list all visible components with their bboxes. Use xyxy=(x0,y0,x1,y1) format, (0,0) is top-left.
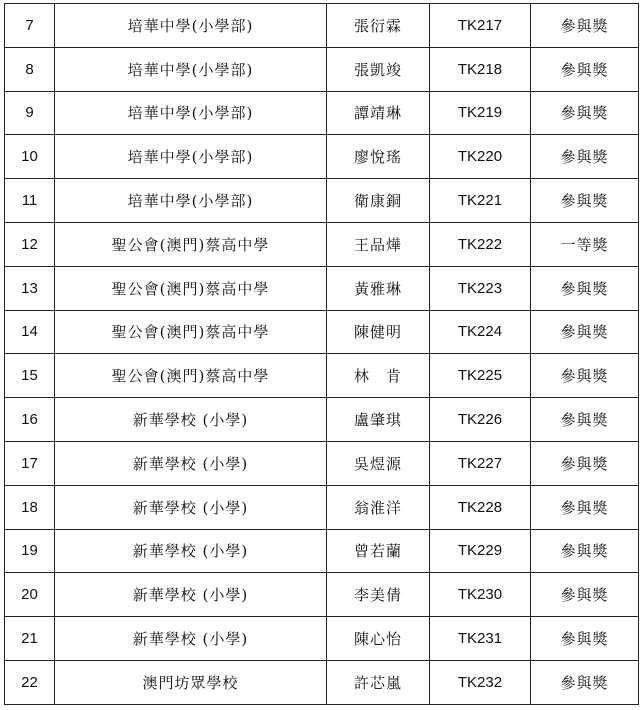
award-cell: 參與獎 xyxy=(531,91,639,135)
award-cell: 參與獎 xyxy=(531,135,639,179)
table-row xyxy=(5,47,639,91)
student-name-cell: 李美倩 xyxy=(327,573,430,617)
row-number-cell: 15 xyxy=(5,354,55,398)
student-name-cell: 吳煜源 xyxy=(327,441,430,485)
entry-code-cell: TK220 xyxy=(430,135,531,179)
entry-code-cell: TK227 xyxy=(430,441,531,485)
entry-code-cell: TK221 xyxy=(430,179,531,223)
table-row xyxy=(5,617,639,661)
table-row xyxy=(5,135,639,179)
table-row xyxy=(5,179,639,223)
student-name-cell: 盧肇琪 xyxy=(327,398,430,442)
entry-code-cell: TK218 xyxy=(430,47,531,91)
entry-code-cell: TK219 xyxy=(430,91,531,135)
row-number-cell: 21 xyxy=(5,617,55,661)
student-name-cell: 廖悅瑤 xyxy=(327,135,430,179)
student-name-cell: 翁淮洋 xyxy=(327,485,430,529)
table-row xyxy=(5,4,639,48)
school-cell: 澳門坊眾學校 xyxy=(55,660,327,704)
student-name-cell: 許芯嵐 xyxy=(327,660,430,704)
school-cell: 聖公會(澳門)蔡高中學 xyxy=(55,222,327,266)
entry-code-cell: TK230 xyxy=(430,573,531,617)
table-row xyxy=(5,310,639,354)
results-table-body xyxy=(5,4,639,705)
row-number-cell: 12 xyxy=(5,222,55,266)
table-row xyxy=(5,485,639,529)
row-number-cell: 10 xyxy=(5,135,55,179)
award-cell: 參與獎 xyxy=(531,4,639,48)
school-cell: 聖公會(澳門)蔡高中學 xyxy=(55,266,327,310)
school-cell: 新華學校 (小學) xyxy=(55,398,327,442)
table-row xyxy=(5,354,639,398)
award-cell: 參與獎 xyxy=(531,441,639,485)
entry-code-cell: TK222 xyxy=(430,222,531,266)
student-name-cell: 陳心怡 xyxy=(327,617,430,661)
award-cell: 參與獎 xyxy=(531,617,639,661)
row-number-cell: 11 xyxy=(5,179,55,223)
row-number-cell: 19 xyxy=(5,529,55,573)
award-cell: 參與獎 xyxy=(531,485,639,529)
row-number-cell: 7 xyxy=(5,4,55,48)
award-cell: 參與獎 xyxy=(531,266,639,310)
student-name-cell: 衛康銅 xyxy=(327,179,430,223)
student-name-cell: 張凱竣 xyxy=(327,47,430,91)
school-cell: 培華中學(小學部) xyxy=(55,91,327,135)
row-number-cell: 13 xyxy=(5,266,55,310)
school-cell: 培華中學(小學部) xyxy=(55,47,327,91)
row-number-cell: 9 xyxy=(5,91,55,135)
row-number-cell: 17 xyxy=(5,441,55,485)
row-number-cell: 16 xyxy=(5,398,55,442)
row-number-cell: 20 xyxy=(5,573,55,617)
award-cell: 參與獎 xyxy=(531,179,639,223)
award-cell: 參與獎 xyxy=(531,573,639,617)
results-table xyxy=(4,3,639,705)
school-cell: 新華學校 (小學) xyxy=(55,529,327,573)
school-cell: 聖公會(澳門)蔡高中學 xyxy=(55,354,327,398)
entry-code-cell: TK231 xyxy=(430,617,531,661)
entry-code-cell: TK232 xyxy=(430,660,531,704)
school-cell: 新華學校 (小學) xyxy=(55,617,327,661)
school-cell: 新華學校 (小學) xyxy=(55,573,327,617)
student-name-cell: 王品燁 xyxy=(327,222,430,266)
entry-code-cell: TK228 xyxy=(430,485,531,529)
student-name-cell: 陳健明 xyxy=(327,310,430,354)
row-number-cell: 18 xyxy=(5,485,55,529)
student-name-cell: 林 肯 xyxy=(327,354,430,398)
award-cell: 參與獎 xyxy=(531,354,639,398)
school-cell: 新華學校 (小學) xyxy=(55,485,327,529)
school-cell: 聖公會(澳門)蔡高中學 xyxy=(55,310,327,354)
entry-code-cell: TK224 xyxy=(430,310,531,354)
table-row xyxy=(5,660,639,704)
award-cell: 一等獎 xyxy=(531,222,639,266)
award-cell: 參與獎 xyxy=(531,660,639,704)
school-cell: 新華學校 (小學) xyxy=(55,441,327,485)
table-row xyxy=(5,222,639,266)
table-row xyxy=(5,266,639,310)
student-name-cell: 張衍霖 xyxy=(327,4,430,48)
school-cell: 培華中學(小學部) xyxy=(55,4,327,48)
table-row xyxy=(5,398,639,442)
row-number-cell: 14 xyxy=(5,310,55,354)
award-cell: 參與獎 xyxy=(531,47,639,91)
student-name-cell: 黃雅琳 xyxy=(327,266,430,310)
award-cell: 參與獎 xyxy=(531,398,639,442)
row-number-cell: 8 xyxy=(5,47,55,91)
award-cell: 參與獎 xyxy=(531,529,639,573)
student-name-cell: 曾若蘭 xyxy=(327,529,430,573)
table-row xyxy=(5,573,639,617)
table-row xyxy=(5,91,639,135)
table-row xyxy=(5,529,639,573)
school-cell: 培華中學(小學部) xyxy=(55,135,327,179)
entry-code-cell: TK225 xyxy=(430,354,531,398)
award-cell: 參與獎 xyxy=(531,310,639,354)
entry-code-cell: TK229 xyxy=(430,529,531,573)
entry-code-cell: TK226 xyxy=(430,398,531,442)
entry-code-cell: TK223 xyxy=(430,266,531,310)
school-cell: 培華中學(小學部) xyxy=(55,179,327,223)
table-row xyxy=(5,441,639,485)
student-name-cell: 譚靖琳 xyxy=(327,91,430,135)
row-number-cell: 22 xyxy=(5,660,55,704)
entry-code-cell: TK217 xyxy=(430,4,531,48)
